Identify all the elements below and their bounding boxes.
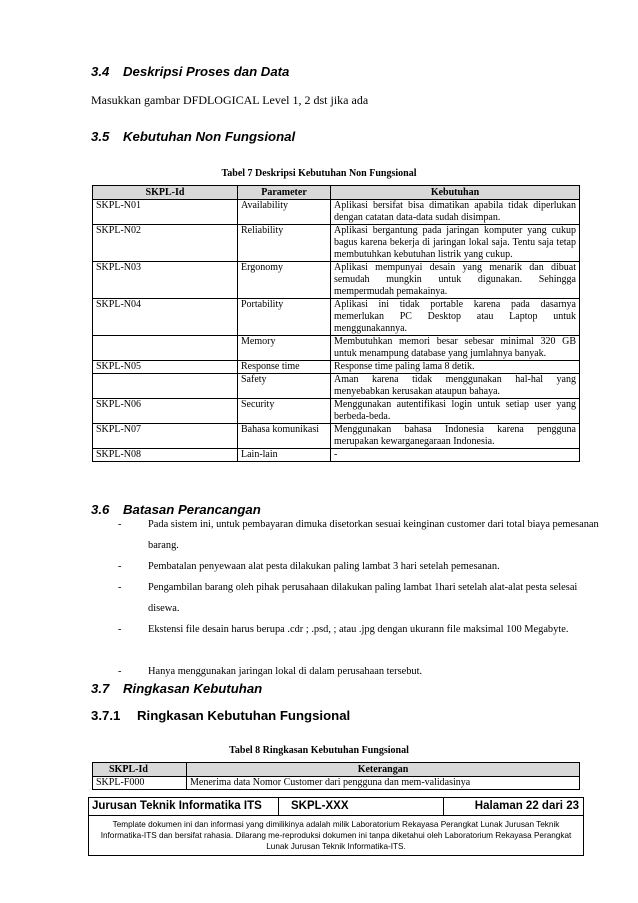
footer-page-number: Halaman 22 dari 23	[474, 800, 579, 812]
header-kebutuhan: Kebutuhan	[331, 186, 580, 200]
cell-kebutuhan: Aplikasi mempunyai desain yang menarik dan dibuat semudah mungkin untuk digunakan. Sehingga mempermudah pemakainya.	[331, 262, 580, 299]
cell-skpl-id: SKPL-N05	[93, 361, 238, 374]
cell-parameter: Memory	[238, 336, 331, 361]
cell-skpl-id: SKPL-N03	[93, 262, 238, 299]
header-skpl-id: SKPL-Id	[93, 763, 187, 777]
cell-skpl-id: SKPL-N04	[93, 299, 238, 336]
section-number: 3.4	[91, 64, 110, 79]
section-title: Kebutuhan Non Fungsional	[123, 129, 296, 144]
cell-kebutuhan: Aplikasi ini tidak portable karena pada dasarnya memerlukan PC Desktop atau Laptop untuk menggunakannya.	[331, 299, 580, 336]
table-row	[93, 399, 580, 424]
list-item	[118, 514, 608, 556]
footer-confidentiality-note: Template dokumen ini dan informasi yang dimilikinya adalah milik Laboratorium Rekayasa Perangkat Lunak Jurusan Teknik Informatika-ITS dan bersifat rahasia. Dilarang me-reproduksi dokumen ini tanpa diketahui oleh Laboratorium Rekayasa Perangkat Lunak Jurusan Teknik Informatika-ITS.	[100, 820, 572, 851]
cell-parameter: Availability	[238, 200, 331, 225]
section-number: 3.6	[91, 502, 110, 517]
cell-kebutuhan: -	[331, 449, 580, 462]
table-header-row	[93, 186, 580, 200]
table-row	[93, 361, 580, 374]
cell-skpl-id	[93, 374, 238, 399]
cell-parameter: Safety	[238, 374, 331, 399]
cell-kebutuhan: Membutuhkan memori besar sebesar minimal 320 GB untuk menampung database yang jumlahnya banyak.	[331, 336, 580, 361]
section-number: 3.7.1	[91, 708, 121, 723]
table-row	[93, 200, 580, 225]
section-number: 3.5	[91, 129, 110, 144]
header-skpl-id: SKPL-Id	[93, 186, 238, 200]
bullet-dash: -	[118, 582, 122, 593]
cell-skpl-id: SKPL-N07	[93, 424, 238, 449]
list-item-text: Pembatalan penyewaan alat pesta dilakukan paling lambat 3 hari setelah pemesanan.	[148, 561, 500, 572]
cell-parameter: Reliability	[238, 225, 331, 262]
list-item-text: Hanya menggunakan jaringan lokal di dalam perusahaan tersebut.	[148, 666, 423, 677]
cell-parameter: Security	[238, 399, 331, 424]
list-item	[118, 619, 608, 640]
section-3-5-heading	[91, 129, 295, 144]
section-title: Deskripsi Proses dan Data	[123, 64, 290, 79]
table-row	[93, 777, 580, 790]
cell-skpl-id: SKPL-N01	[93, 200, 238, 225]
cell-kebutuhan: Menggunakan bahasa Indonesia karena pengguna merupakan kewarganegaraan Indonesia.	[331, 424, 580, 449]
table-header-row	[93, 763, 580, 777]
section-title: Ringkasan Kebutuhan Fungsional	[137, 708, 351, 723]
cell-skpl-id: SKPL-N08	[93, 449, 238, 462]
cell-skpl-id: SKPL-N06	[93, 399, 238, 424]
table-8-caption: Tabel 8 Ringkasan Kebutuhan Fungsional	[229, 745, 409, 756]
cell-parameter: Portability	[238, 299, 331, 336]
section-3-4-body: Masukkan gambar DFDLOGICAL Level 1, 2 dst jika ada	[91, 93, 369, 107]
cell-kebutuhan: Aplikasi bersifat bisa dimatikan apabila tidak diperlukan dengan catatan data-data sudah disimpan.	[331, 200, 580, 225]
table-7-caption: Tabel 7 Deskripsi Kebutuhan Non Fungsional	[221, 168, 417, 179]
cell-parameter: Ergonomy	[238, 262, 331, 299]
table-row	[93, 262, 580, 299]
section-3-7-1-heading	[91, 708, 350, 723]
cell-skpl-id: SKPL-N02	[93, 225, 238, 262]
cell-kebutuhan: Response time paling lama 8 detik.	[331, 361, 580, 374]
cell-keterangan: Menerima data Nomor Customer dari pengguna dan mem-validasinya	[187, 777, 580, 790]
bullet-dash: -	[118, 624, 122, 635]
table-row	[93, 449, 580, 462]
bullet-dash: -	[118, 519, 122, 530]
section-3-4-heading	[91, 64, 289, 79]
cell-kebutuhan: Aman karena tidak menggunakan hal-hal yang menyebabkan kerusakan ataupun bahaya.	[331, 374, 580, 399]
table-row	[93, 336, 580, 361]
cell-parameter: Bahasa komunikasi	[238, 424, 331, 449]
table-7	[92, 185, 580, 462]
section-3-7-heading	[91, 681, 262, 696]
list-item	[118, 577, 608, 619]
bullet-dash: -	[118, 561, 122, 572]
cell-kebutuhan: Menggunakan autentifikasi login untuk setiap user yang berbeda-beda.	[331, 399, 580, 424]
footer-department: Jurusan Teknik Informatika ITS	[89, 798, 279, 815]
cell-skpl-id: SKPL-F000	[93, 777, 187, 790]
table-row	[93, 299, 580, 336]
table-8	[92, 762, 580, 790]
header-parameter: Parameter	[238, 186, 331, 200]
table-row	[93, 424, 580, 449]
footer-doc-code: SKPL-XXX	[279, 798, 444, 815]
table-row	[93, 225, 580, 262]
section-title: Ringkasan Kebutuhan	[123, 681, 263, 696]
list-item-text: Pada sistem ini, untuk pembayaran dimuka disetorkan sesuai keinginan customer dari total biaya pemesanan barang.	[148, 519, 599, 551]
cell-parameter: Lain-lain	[238, 449, 331, 462]
list-item-text: Ekstensi file desain harus berupa .cdr ; .psd, ; atau .jpg dengan ukurann file maksimal 100 Megabyte.	[148, 624, 569, 635]
cell-kebutuhan: Aplikasi bergantung pada jaringan komputer yang cukup bagus karena bekerja di jaringan lokal saja. Tentu saja tetap membutuhkan kebutuhan listrik yang cukup.	[331, 225, 580, 262]
list-item	[118, 556, 608, 577]
section-title: Batasan Perancangan	[123, 502, 261, 517]
page-footer	[88, 797, 584, 856]
table-row	[93, 374, 580, 399]
list-item-text: Pengambilan barang oleh pihak perusahaan dilakukan paling lambat 1hari setelah alat-alat pesta selesai disewa.	[148, 582, 578, 614]
header-keterangan: Keterangan	[187, 763, 580, 777]
cell-skpl-id	[93, 336, 238, 361]
bullet-dash: -	[118, 666, 122, 677]
section-number: 3.7	[91, 681, 110, 696]
list-item	[118, 661, 608, 682]
cell-parameter: Response time	[238, 361, 331, 374]
footer-info-row	[89, 798, 583, 816]
